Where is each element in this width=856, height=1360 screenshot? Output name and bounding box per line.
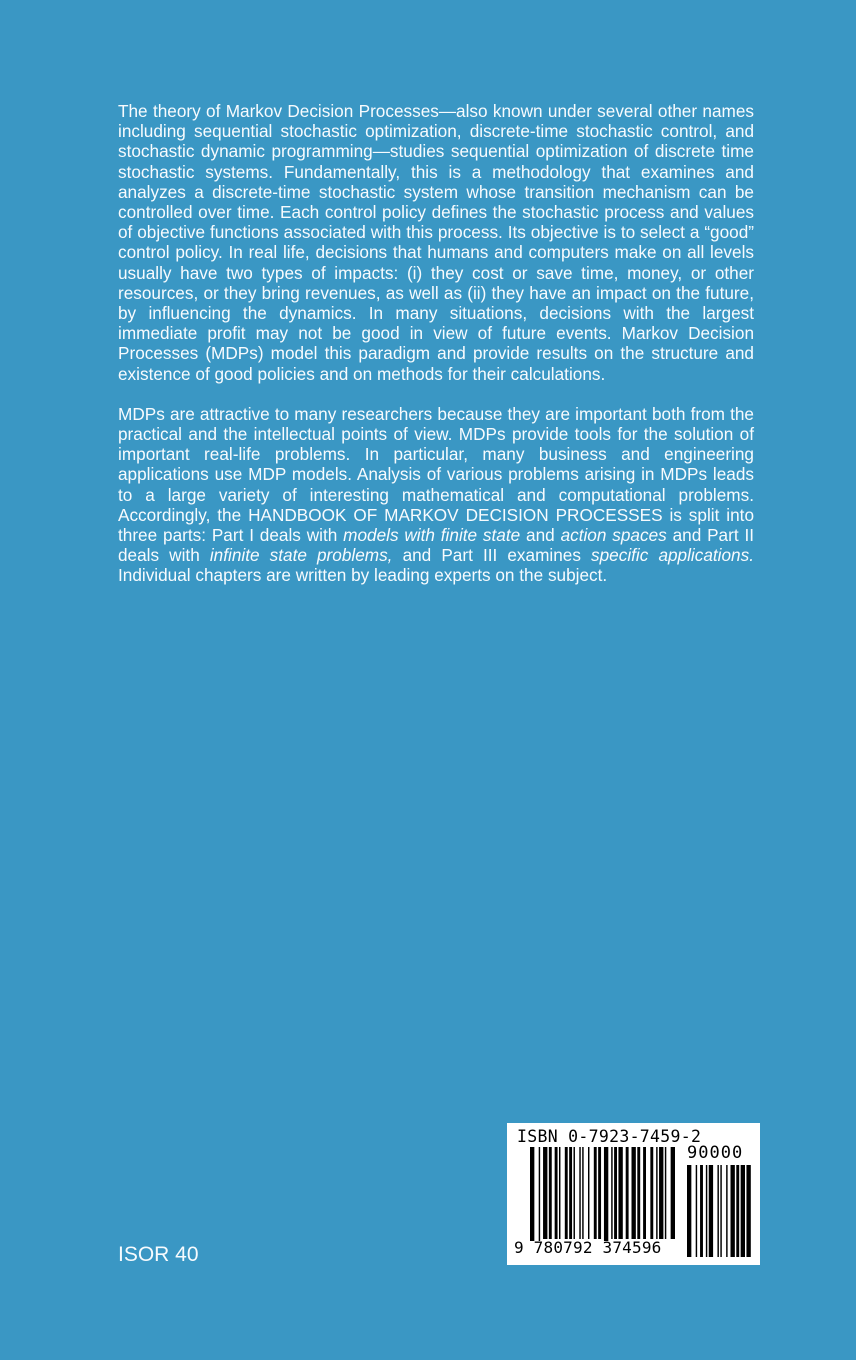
barcode-bar [687,1165,691,1257]
barcode-bar [611,1147,612,1239]
barcode-bar [665,1147,666,1239]
barcode-bar [717,1165,718,1257]
blurb-paragraph-2-text-3: and Part II deals with [118,525,754,566]
barcode-bar [614,1147,617,1239]
barcode-bar [539,1147,540,1241]
barcode-bar [659,1147,663,1239]
addon-digits: 90000 [687,1143,744,1163]
blurb-paragraph-2-text-2: and [520,525,561,546]
barcode-bar [656,1147,657,1239]
barcode-bar [706,1165,707,1257]
barcode-bar [726,1165,727,1257]
barcode-bar [731,1165,735,1257]
blurb-paragraph-2-text-1: MDPs are attractive to many researchers because they are important both from the practical and the intellectual points of view. MDPs provide tools for the solution of important real-life problems. In particular, many business and engineering applications use MDP models. Analysis of various problems arising in MDPs leads to a large variety of interesting mathematical and computational problems. Accordingly, the HANDBOOK OF MARKOV DECISION PROCESSES is split into three parts: Part I deals with [118,403,754,546]
barcode-bar [569,1147,572,1239]
barcode-bar [604,1147,608,1241]
blurb-paragraph-2 [118,404,754,586]
barcode-bar [709,1165,713,1257]
isbn-barcode [507,1123,760,1265]
barcode-bar [643,1147,646,1239]
barcode-bar [637,1147,640,1239]
isbn-text: ISBN 0-7923-7459-2 [517,1127,702,1146]
barcode-bar [626,1147,629,1239]
barcode-bar [696,1165,697,1257]
barcode-bar [579,1147,580,1239]
barcode-bar [736,1165,739,1257]
blurb-paragraph-2-text-5: Individual chapters are written by leading experts on the subject. [118,565,608,586]
series-label: ISOR 40 [118,1243,199,1266]
blurb-paragraph-1: The theory of Markov Decision Processes—also known under several other names including sequential stochastic optimization, discrete-time stochastic control, and stochastic dynamic programming—studies sequential optimization of discrete time stochastic systems. Fundamentally, this is a methodology that examines and analyzes a discrete-time stochastic system whose transition mechanism can be controlled over time. Each control policy defines the stochastic process and values of objective functions associated with this process. Its objective is to select a “good” control policy. In real life, decisions that humans and computers make on all levels usually have two types of impacts: (i) they cost or save time, money, or other resources, or they bring revenues, as well as (ii) they have an impact on the future, by influencing the dynamics. In many situations, decisions with the largest immediate profit may not be good in view of future events. Markov Decision Processes (MDPs) model this paradigm and provide results on the structure and existence of good policies and on methods for their calculations. [118,101,754,384]
blurb-italic-infinite-state: infinite state problems, [209,545,393,566]
blurb-italic-finite-state: models with finite state [343,525,521,546]
cover-blurb [118,101,754,586]
barcode-bar [588,1147,589,1239]
barcode-bar [594,1147,597,1239]
barcode-bar [741,1165,745,1257]
blurb-paragraph-2-text-4: and Part III examines [392,545,592,566]
barcode-bar [598,1147,601,1239]
barcode-bar [746,1165,750,1257]
barcode-bar [582,1147,583,1239]
barcode-bar [650,1147,653,1239]
barcode-bar [720,1165,721,1257]
barcode-bar [543,1147,547,1239]
barcode-bar [574,1147,575,1239]
barcode-bar [555,1147,558,1239]
barcode-bar [565,1147,568,1239]
blurb-italic-specific-applications: specific applications. [591,545,754,566]
ean-barcode-bars [530,1147,680,1241]
barcode-bar [549,1147,552,1239]
blurb-italic-action-spaces: action spaces [560,525,667,546]
barcode-bar [559,1147,560,1239]
barcode-bar [530,1147,534,1241]
barcode-bar [618,1147,622,1239]
addon-barcode-bars [687,1165,751,1257]
barcode-bar [700,1165,703,1257]
ean-digits: 9 780792 374596 [514,1238,662,1257]
barcode-bar [671,1147,675,1239]
barcode-bar [632,1147,636,1239]
